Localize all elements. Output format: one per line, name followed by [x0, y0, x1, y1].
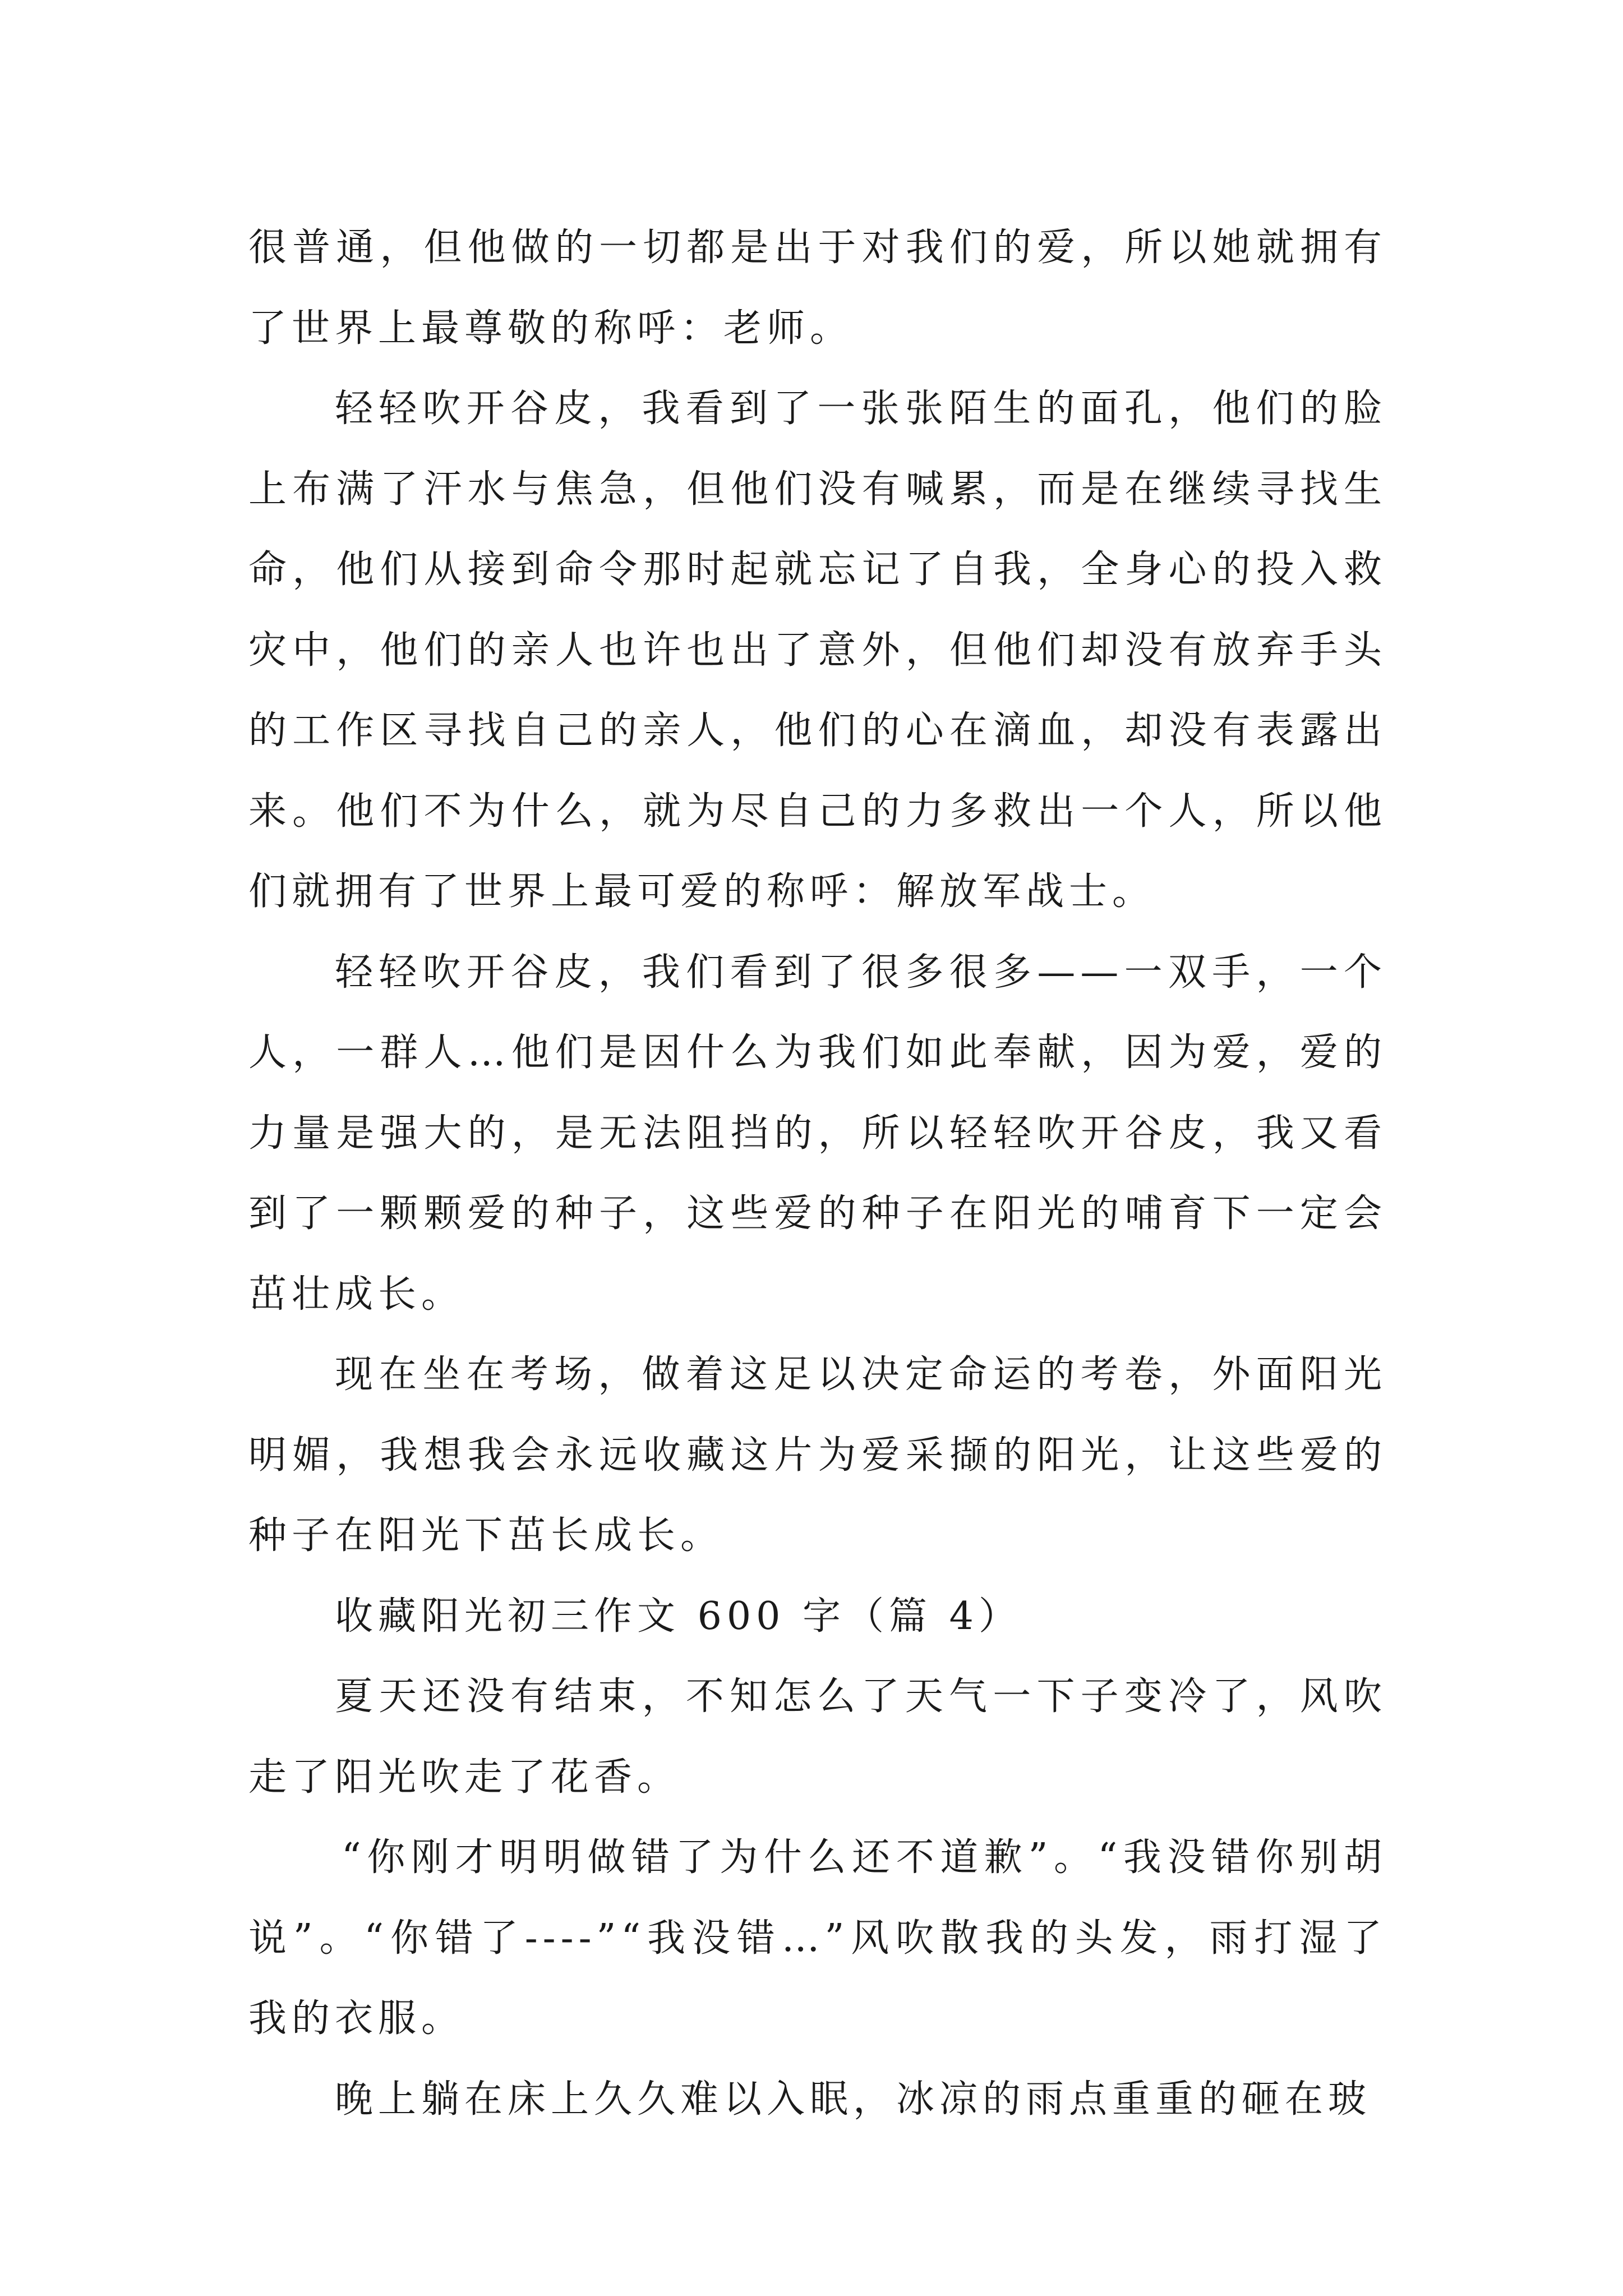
paragraph-7: “你刚才明明做错了为什么还不道歉”。“我没错你别胡说”。“你错了----”“我没错…”风吹散我的头发，雨打湿了我的衣服。	[248, 1835, 1387, 2041]
paragraph-2: 轻轻吹开谷皮，我看到了一张张陌生的面孔，他们的脸上布满了汗水与焦急，但他们没有喊累，而是在继续寻找生命，他们从接到命令那时起就忘记了自我，全身心的投入救灾中，他们的亲人也许也出了意外，但他们却没有放弃手头的工作区寻找自己的亲人，他们的心在滴血，却没有表露出来。他们不为什么，就为尽自己的力多救出一个人，所以他们就拥有了世界上最可爱的称呼：解放军战士。	[248, 386, 1387, 914]
section-heading: 收藏阳光初三作文 600 字（篇 4）	[335, 1594, 1022, 1639]
paragraph-6: 夏天还没有结束，不知怎么了天气一下子变冷了，风吹走了阳光吹走了花香。	[248, 1674, 1387, 1800]
paragraph-4: 现在坐在考场，做着这足以决定命运的考卷，外面阳光明媚，我想我会永远收藏这片为爱采撷的阳光，让这些爱的种子在阳光下茁长成长。	[248, 1352, 1387, 1558]
paragraph-1: 很普通，但他做的一切都是出于对我们的爱，所以她就拥有了世界上最尊敬的称呼：老师。	[248, 226, 1387, 351]
paragraph-3: 轻轻吹开谷皮，我们看到了很多很多——一双手，一个人，一群人…他们是因什么为我们如此奉献，因为爱，爱的力量是强大的，是无法阻挡的，所以轻轻吹开谷皮，我又看到了一颗颗爱的种子，这些爱的种子在阳光的哺育下一定会茁壮成长。	[248, 950, 1387, 1317]
paragraph-8: 晚上躺在床上久久难以入眠，冰凉的雨点重重的砸在玻	[335, 2077, 1372, 2122]
document-body	[248, 208, 1387, 2139]
